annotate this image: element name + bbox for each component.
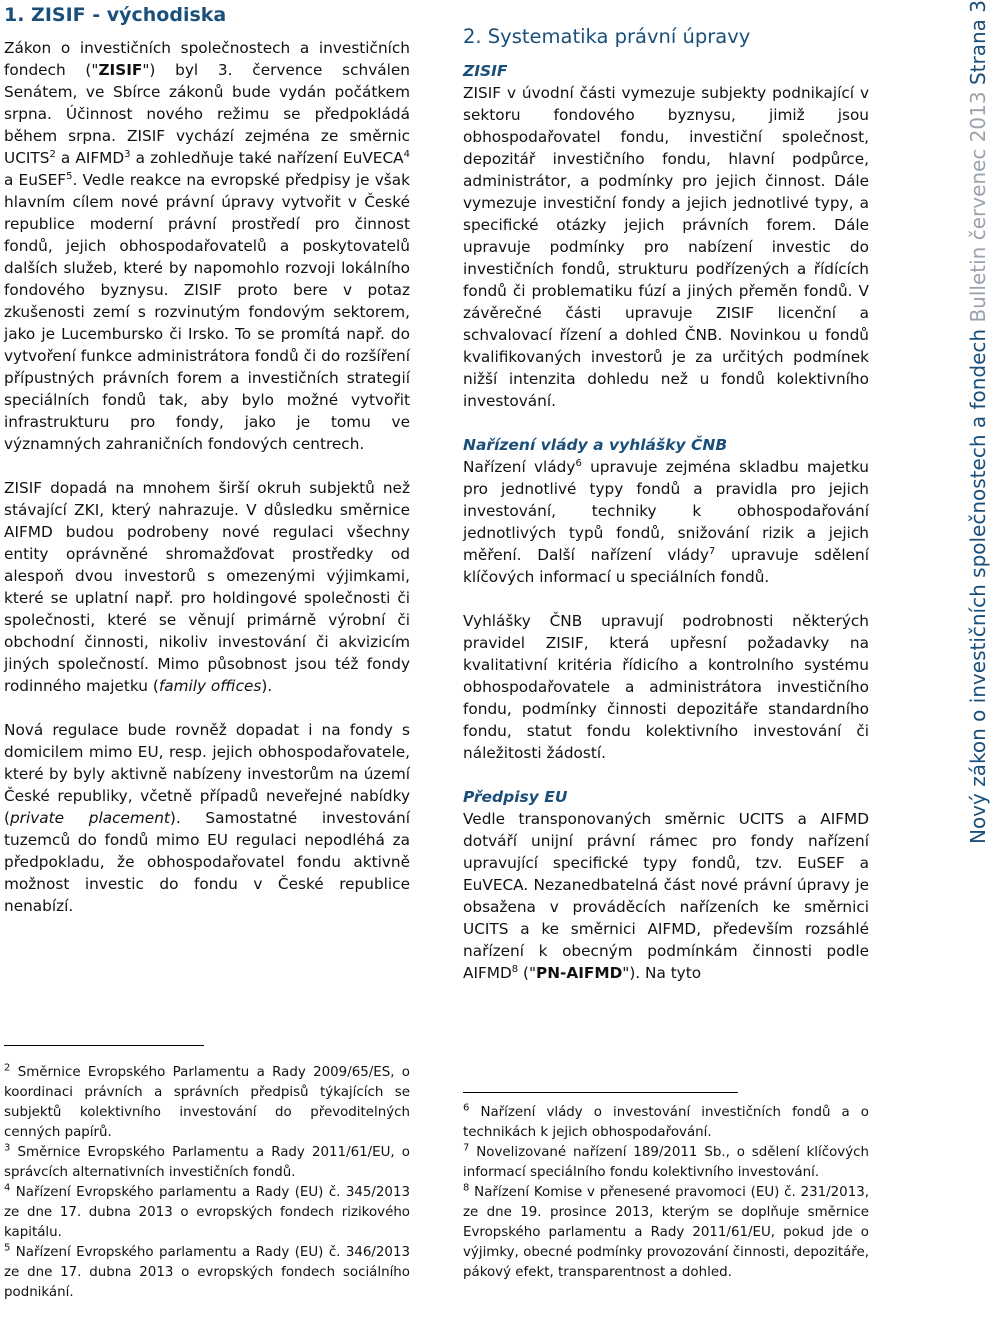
section-heading-zisif-vychodiska: 1. ZISIF - východiska [4,4,227,26]
subheading-narizeni-vlady: Nařízení vlády a vyhlášky ČNB [463,436,728,454]
subheading-zisif: ZISIF [463,62,508,80]
right-footnote-divider [463,1092,738,1093]
footnote-7: $^7$ Novelizované nařízení 189/2011 Sb., o sdělení klíčových informací speciálního fondu kolektivního investování. [463,1142,869,1180]
footnote-5: $^5$ Nařízení Evropského parlamentu a Rady (EU) č. 346/2013 ze dne 17. dubna 2013 o evropských fondech sociálního podnikání. [4,1242,410,1300]
right-paragraph-4: Vedle transponovaných směrnic UCITS a AIFMD dotváří unijní právní rámec pro fondy nařízení upravující specifické typy fondů, tzv. EuSEF a EuVECA. Nezanedbatelná část nové právní úpravy je obsažena v prováděcích nařízeních ke směrnici UCITS a ke směrnici AIFMD, především rozsáhlé nařízení k obecným podmínkám činnosti podle AIFMD$^8$ ("PN-AIFMD"). Na tyto [463,810,869,982]
footnote-6: $^6$ Nařízení vlády o investování investičních fondů a o technikách k jejich obhospodařování. [463,1102,869,1140]
sidebar-title: Nový zákon o investičních společnostech a fondech [966,328,990,845]
sidebar-text [958,0,1000,870]
vertical-sidebar [918,0,990,870]
left-footnote-divider [4,1045,204,1046]
footnote-2: $^2$ Směrnice Evropského Parlamentu a Rady 2009/65/ES, o koordinaci právních a správních předpisů týkajících se subjektů kolektivního investování do převoditelných cenných papírů. [4,1062,410,1140]
footnote-8: $^8$ Nařízení Komise v přenesené pravomoci (EU) č. 231/2013, ze dne 19. prosince 2013, kterým se doplňuje směrnice Evropského parlamentu a Rady 2011/61/EU, pokud jde o výjimky, obecné podmínky provozování činnosti, depozitáře, pákový efekt, transparentnost a dohled. [463,1182,869,1280]
right-paragraph-1: ZISIF v úvodní části vymezuje subjekty podnikající v sektoru fondového byznysu, jimiž jsou obhospodařovatel fondu, investiční společnost, depozitář investičního fondu, hlavní podpůrce, administrátor, a podmínky pro jejich činnost. Dále vymezuje investiční fondy a jejich jednotlivé typy, a specifické otázky jejich právních forem. Dále upravuje podmínky pro nabízení investic do investičních fondů, strukturu podřízených a řídících fondů či problematiku fúzí a jiných přeměn fondů. V závěrečné části upravuje ZISIF licenční a schvalovací řízení a dohled ČNB. Novinkou u fondů kvalifikovaných investorů je za určitých podmínek nižší intenzita dohledu než u fondů kolektivního investování. [463,84,869,410]
sidebar-page-number: Strana 3 [966,0,990,92]
right-paragraph-3: Vyhlášky ČNB upravují podrobnosti některých pravidel ZISIF, která upřesní požadavky na kvalitativní kritéria řídicího a kontrolního systému obhospodařovatele a administrátora investičního fondu, podmínky činnosti depozitáře standardního fondu, statut fondu kolektivního investování či náležitosti žádostí. [463,612,869,762]
footnote-4: $^4$ Nařízení Evropského parlamentu a Rady (EU) č. 345/2013 ze dne 17. dubna 2013 o evropských fondech rizikového kapitálu. [4,1182,410,1240]
right-footnotes [463,1103,869,1283]
subheading-predpisy-eu: Předpisy EU [463,788,568,806]
left-paragraph-1: Zákon o investičních společnostech a investičních fondech ("ZISIF") byl 3. července schválen Senátem, ve Sbírce zákonů bude vydán počátkem srpna. Účinnost nového režimu se předpokládá během srpna. ZISIF vychází zejména ze směrnic UCITS$^2$ a AIFMD$^3$ a zohledňuje také nařízení EuVECA$^4$ a EuSEF$^5$. Vedle reakce na evropské předpisy je však hlavním cílem nové právní úpravy vytvořit v České republice moderní právní prostředí pro činnost fondů, jejich obhospodařovatelů a poskytovatelů dalších služeb, které by napomohlo rozvoji lokálního fondového byznysu. ZISIF proto bere v potaz zkušenosti zemí s rozvinutým fondovým sektorem, jako je Lucembursko či Irsko. To se promítá např. do vytvoření funkce administrátora fondů či do rozšíření přípustných právních forem a investičních strategií speciálních fondů tak, aby bylo možné vytvořit infrastrukturu pro fondy, jako je tomu ve významných zahraničních fondových centrech. [4,39,410,453]
left-paragraph-2: ZISIF dopadá na mnohem širší okruh subjektů než stávající ZKI, který nahrazuje. V důsledku směrnice AIFMD budou podrobeny nové regulaci všechny entity oprávněné shromažďovat prostředky od alespoň dvou investorů s omezenými výjimkami, které se uplatní např. pro holdingové společnosti či společnosti, které se věnují primárně výrobní či obchodní činnosti, nikoliv investování či akvizicím jiných společností. Mimo působnost jsou též fondy rodinného majetku (family offices). [4,479,410,695]
sidebar-bulletin: Bulletin červenec 2013 [966,91,990,329]
right-paragraph-2: Nařízení vlády$^6$ upravuje zejména skladbu majetku pro jednotlivé typy fondů a pravidla pro jejich investování, techniky k obhospodařování jednotlivých typů fondů, snižování rizik a jejich měření. Další nařízení vlády$^7$ upravuje sdělení klíčových informací u speciálních fondů. [463,457,869,586]
footnote-3: $^3$ Směrnice Evropského Parlamentu a Rady 2011/61/EU, o správcích alternativních investičních fondů. [4,1142,410,1180]
left-paragraph-3: Nová regulace bude rovněž dopadat i na fondy s domicilem mimo EU, resp. jejich obhospodařovatele, které by byly aktivně nabízeny investorům na území České republiky, včetně případů neveřejné nabídky (private placement). Samostatné investování tuzemců do fondů mimo EU regulaci nepodléhá za předpokladu, že obhospodařovatel fondu aktivně možnost investic do fondu v České republice nenabízí. [4,721,411,915]
left-footnotes [4,1063,410,1303]
left-body [4,37,410,939]
section-heading-systematika: 2. Systematika právní úpravy [463,25,751,48]
right-body [463,60,869,1006]
